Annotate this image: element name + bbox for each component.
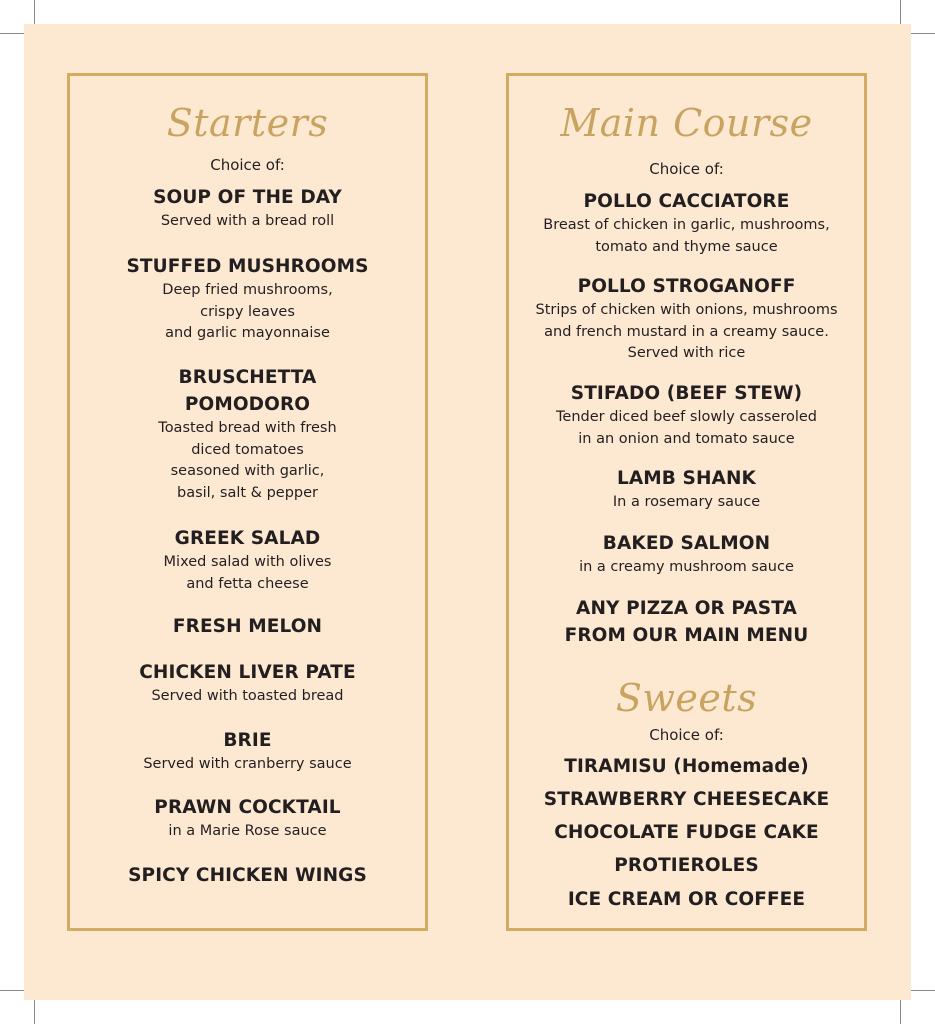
menu-item (509, 753, 864, 780)
crop-mark (34, 0, 35, 24)
menu-item-name: ANY PIZZA OR PASTA (576, 598, 797, 619)
menu-item (70, 253, 425, 345)
menu-item-name: GREEK SALAD (174, 528, 321, 549)
menu-item-description: Deep fried mushrooms, (162, 282, 333, 298)
menu-item (70, 613, 425, 640)
sweets-choice-label: Choice of: (649, 726, 724, 744)
crop-mark (0, 990, 24, 991)
menu-item-name: SOUP OF THE DAY (153, 187, 342, 208)
menu-item-description: and french mustard in a creamy sauce. (544, 323, 829, 340)
menu-item-name: PRAWN COCKTAIL (154, 797, 341, 818)
crop-mark (0, 33, 24, 34)
menu-item (509, 273, 864, 365)
menu-item-description: Served with rice (627, 345, 746, 361)
menu-item-description: diced tomatoes (191, 441, 304, 458)
starters-choice-label: Choice of: (210, 156, 285, 174)
menu-item-name: POMODORO (184, 394, 311, 415)
menu-item-description: crispy leaves (200, 303, 295, 320)
starters-heading: Starters (166, 101, 329, 145)
menu-item-description: Tender diced beef slowly casseroled (556, 409, 817, 425)
menu-item (509, 380, 864, 450)
menu-item-name: FRESH MELON (172, 616, 323, 637)
crop-mark (911, 990, 935, 991)
menu-item-description: in a creamy mushroom sauce (579, 559, 794, 575)
menu-item-description: Breast of chicken in garlic, mushrooms, (543, 217, 830, 233)
menu-item (70, 184, 425, 233)
menu-sheet (24, 24, 911, 1000)
menu-item-name: POLLO CACCIATORE (583, 191, 790, 212)
menu-item (70, 525, 425, 595)
main-course-heading: Main Course (560, 101, 813, 145)
menu-item-description: in a Marie Rose sauce (168, 823, 327, 839)
menu-item-description: Served with toasted bread (151, 688, 344, 704)
main-course-choice-label: Choice of: (649, 160, 724, 178)
menu-item-name: CHOCOLATE FUDGE CAKE (554, 822, 819, 843)
menu-item (509, 465, 864, 514)
menu-item-description: and garlic mayonnaise (165, 325, 330, 341)
menu-item-name: BAKED SALMON (602, 533, 771, 554)
menu-item-description: Toasted bread with fresh (158, 420, 337, 436)
menu-item-description: Served with cranberry sauce (143, 756, 352, 772)
menu-item (70, 862, 425, 889)
menu-item-name: BRIE (223, 730, 272, 751)
menu-item (70, 364, 425, 504)
menu-item-description: and fetta cheese (186, 575, 309, 592)
menu-item-name: STRAWBERRY CHEESECAKE (543, 789, 830, 810)
menu-item-name: CHICKEN LIVER PATE (139, 662, 356, 683)
menu-item (509, 819, 864, 846)
menu-item-name: BRUSCHETTA (178, 367, 317, 388)
menu-item-description: tomato and thyme sauce (595, 238, 778, 255)
starters-panel (67, 73, 428, 931)
menu-item-name: FROM OUR MAIN MENU (564, 625, 809, 646)
crop-mark (34, 1000, 35, 1024)
menu-item-description: Strips of chicken with onions, mushrooms (535, 302, 838, 318)
menu-item-name: POLLO STROGANOFF (577, 276, 796, 297)
menu-item-description: Mixed salad with olives (163, 554, 332, 570)
menu-item-name: STUFFED MUSHROOMS (126, 256, 369, 277)
menu-item-description: basil, salt & pepper (176, 484, 318, 501)
crop-mark (900, 1000, 901, 1024)
menu-item-name: ICE CREAM OR COFFEE (567, 889, 806, 910)
menu-item (70, 727, 425, 776)
menu-item-description: Served with a bread roll (160, 213, 335, 229)
menu-item-description: In a rosemary sauce (612, 494, 761, 510)
sweets-heading: Sweets (615, 676, 758, 720)
menu-item (70, 794, 425, 843)
main-course-panel (506, 73, 867, 931)
menu-item-description: seasoned with garlic, (170, 463, 325, 479)
menu-item-name: LAMB SHANK (616, 468, 756, 489)
menu-item-description: in an onion and tomato sauce (578, 430, 795, 447)
menu-item (509, 852, 864, 879)
menu-item (509, 530, 864, 579)
menu-item (509, 786, 864, 813)
menu-item-name: SPICY CHICKEN WINGS (128, 865, 367, 886)
crop-mark (900, 0, 901, 24)
menu-item-name: TIRAMISU (Homemade) (564, 756, 809, 777)
menu-item (70, 659, 425, 708)
menu-item-name: PROTIEROLES (614, 855, 759, 876)
menu-item (509, 188, 864, 258)
menu-item (509, 886, 864, 913)
menu-item-name: STIFADO (BEEF STEW) (570, 383, 803, 404)
menu-item (509, 595, 864, 649)
crop-mark (911, 33, 935, 34)
